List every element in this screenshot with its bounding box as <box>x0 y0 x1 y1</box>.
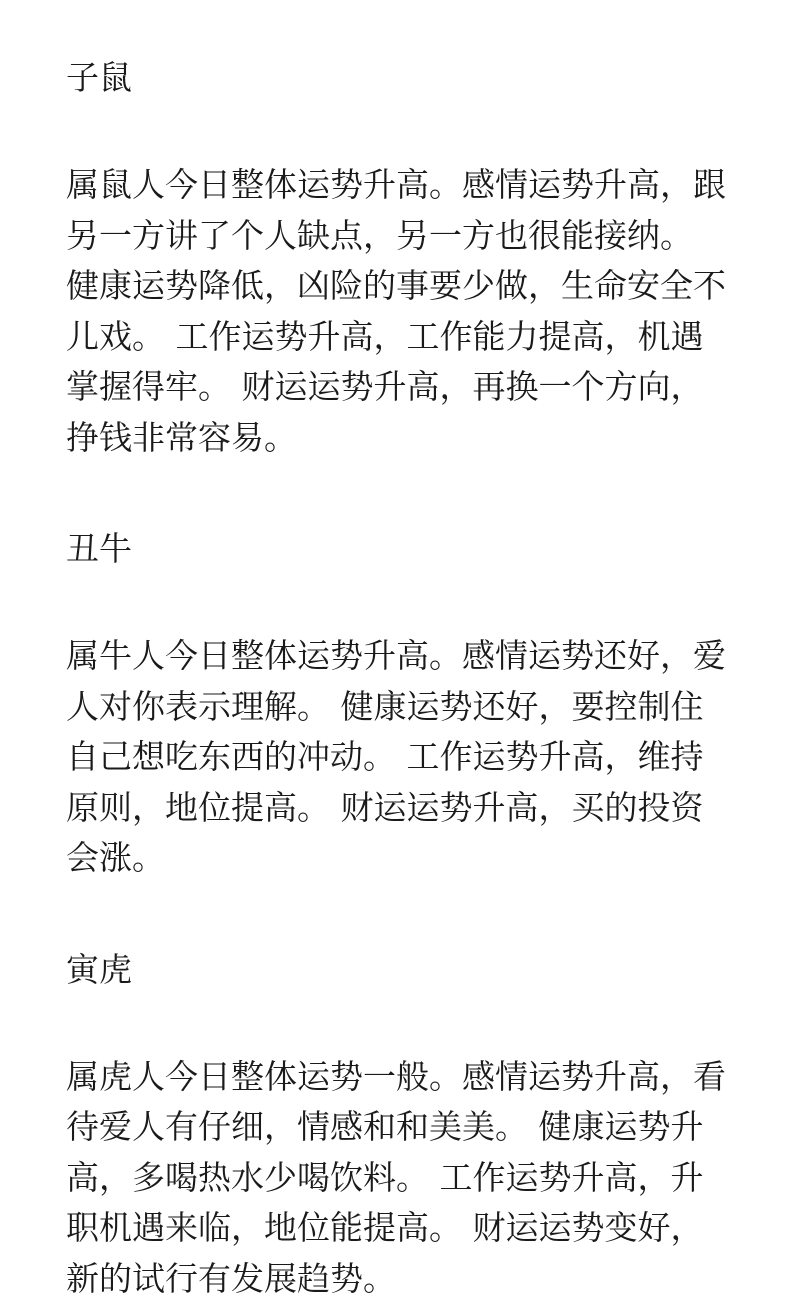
section-title-rat: 子鼠 <box>66 56 736 100</box>
section-body-tiger: 属虎人今日整体运势一般。感情运势升高，看待爱人有仔细，情感和和美美。 健康运势升高，多喝热水少喝饮料。 工作运势升高，升职机遇来临，地位能提高。 财运运势变好，新的试行有发展趋势。 <box>66 1052 736 1304</box>
spacer <box>66 571 736 631</box>
section-title-ox: 丑牛 <box>66 527 736 571</box>
spacer <box>66 463 736 527</box>
section-body-rat: 属鼠人今日整体运势升高。感情运势升高，跟另一方讲了个人缺点，另一方也很能接纳。 健康运势降低，凶险的事要少做，生命安全不儿戏。 工作运势升高，工作能力提高，机遇掌握得牢。 财运运势升高，再换一个方向，挣钱非常容易。 <box>66 160 736 463</box>
spacer <box>66 992 736 1052</box>
spacer <box>66 100 736 160</box>
spacer <box>66 884 736 948</box>
section-body-ox: 属牛人今日整体运势升高。感情运势还好，爱人对你表示理解。 健康运势还好，要控制住自己想吃东西的冲动。 工作运势升高，维持原则，地位提高。 财运运势升高，买的投资会涨。 <box>66 631 736 884</box>
section-title-tiger: 寅虎 <box>66 948 736 992</box>
